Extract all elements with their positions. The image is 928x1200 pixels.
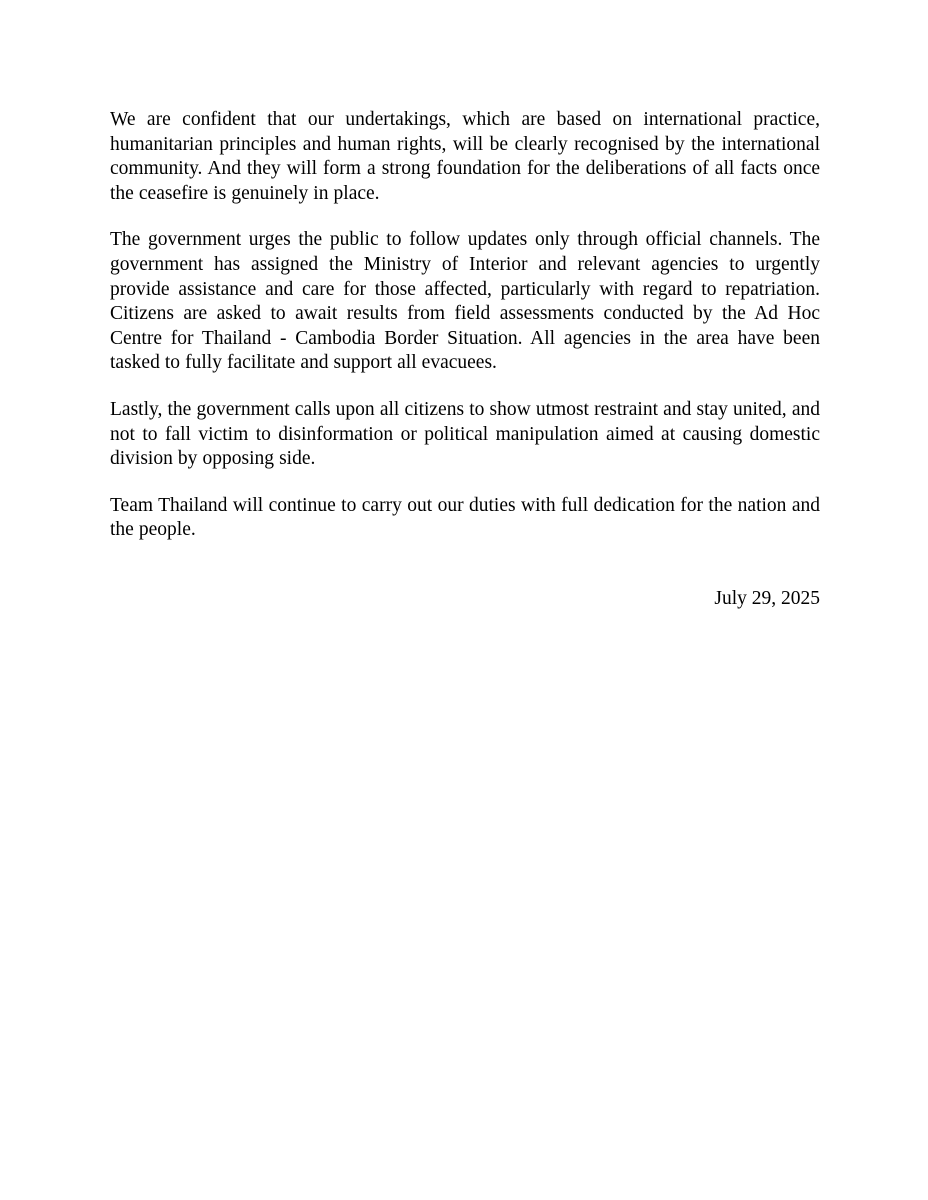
paragraph: The government urges the public to follow updates only through official channels. The government has assigned the Ministry of Interior and relevant agencies to urgently provide assistance and care for those affected, particularly with regard to repatriation. Citizens are asked to await results from field assessments conducted by the Ad Hoc Centre for Thailand - Cambodia Border Situation. All agencies in the area have been tasked to fully facilitate and support all evacuees. [110, 229, 820, 374]
paragraph: We are confident that our undertakings, which are based on international practice, humanitarian principles and human rights, will be clearly recognised by the international community. And they will form a strong foundation for the deliberations of all facts once the ceasefire is genuinely in place. [110, 109, 820, 204]
paragraph: Lastly, the government calls upon all citizens to show utmost restraint and stay united, and not to fall victim to disinformation or political manipulation aimed at causing domestic division by opposing side. [110, 398, 820, 470]
document-date: July 29, 2025 [714, 587, 820, 609]
document-body [110, 108, 820, 612]
paragraph: Team Thailand will continue to carry out our duties with full dedication for the nation and the people. [110, 494, 820, 541]
